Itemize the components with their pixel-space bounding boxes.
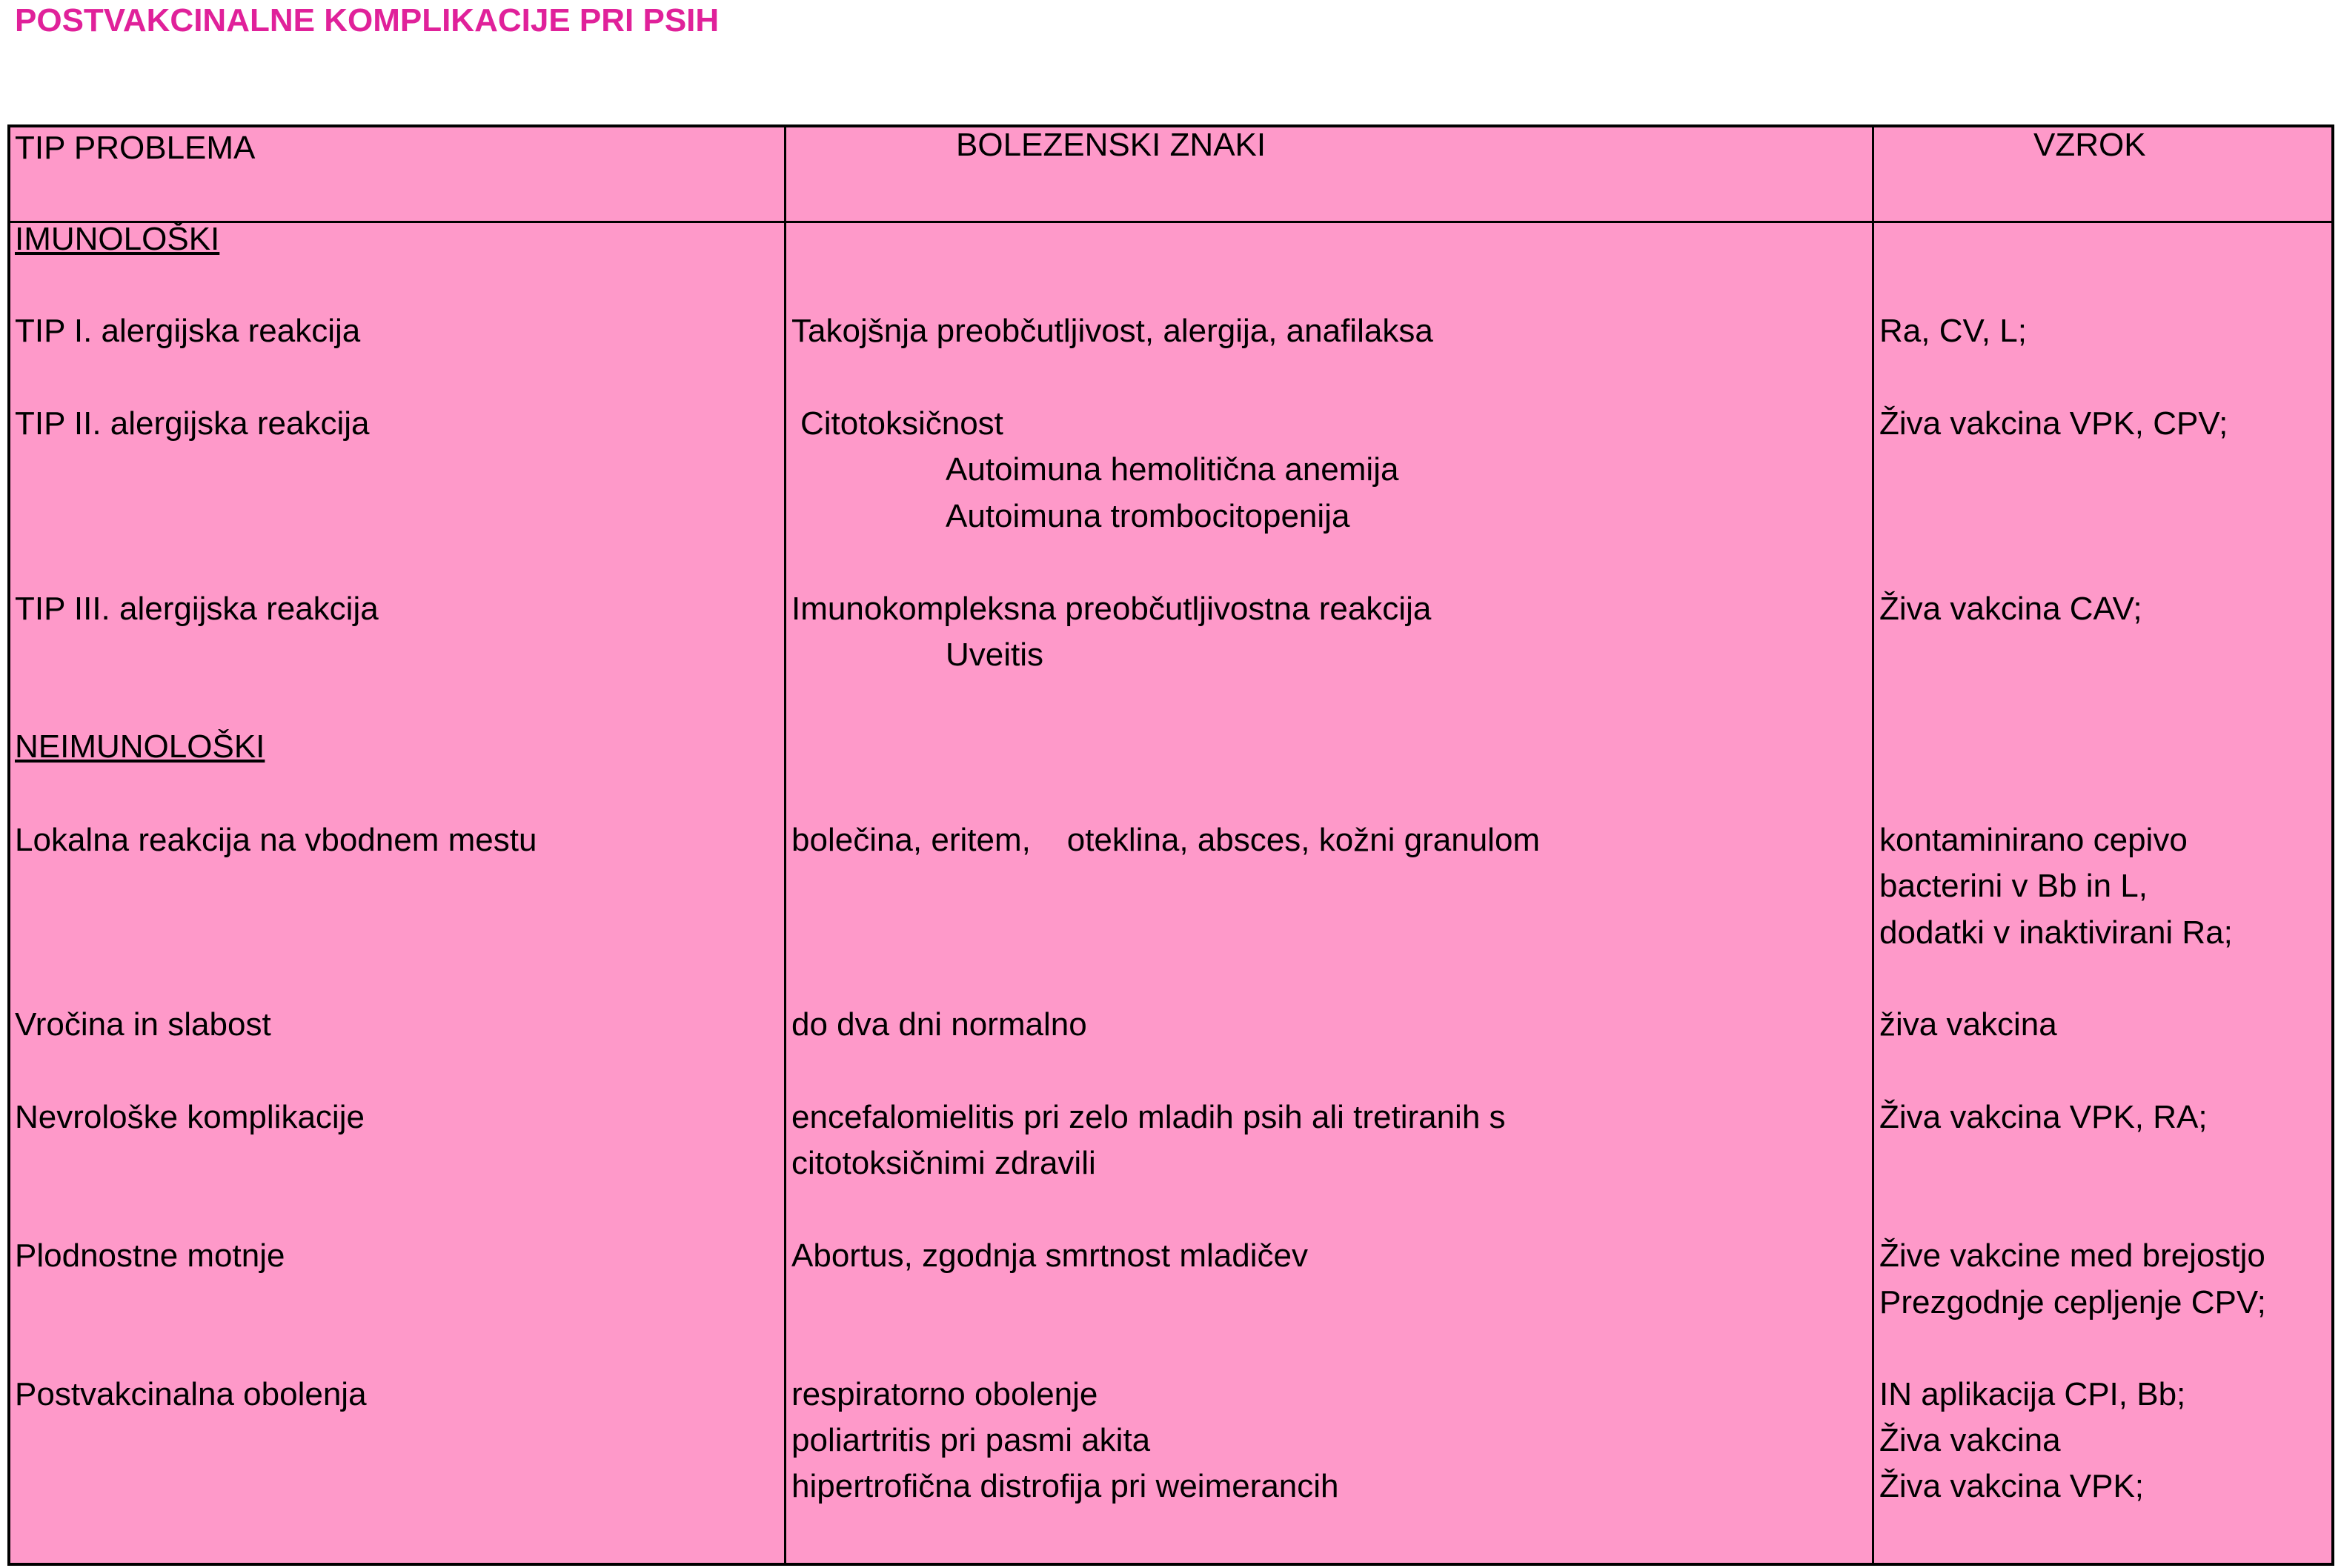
row-6-cause-1: Prezgodnje cepljenje CPV; [1879,1284,2266,1320]
row-6-symptom-0: Abortus, zgodnja smrtnost mladičev [791,1238,1308,1274]
row-0-type: TIP I. alergijska reakcija [15,313,361,349]
row-4-symptom-0: do dva dni normalno [791,1006,1087,1043]
row-2-type: TIP III. alergijska reakcija [15,591,379,627]
row-7-cause-1: Živa vakcina [1879,1422,2061,1458]
row-0-cause-0: Ra, CV, L; [1879,313,2027,349]
row-5-type: Nevrološke komplikacije [15,1099,365,1135]
row-3-type: Lokalna reakcija na vbodnem mestu [15,822,537,858]
row-4-type: Vročina in slabost [15,1006,271,1043]
row-1-cause-0: Živa vakcina VPK, CPV; [1879,405,2228,442]
header-divider [10,221,2331,223]
complications-table [7,124,2334,1566]
row-1-symptom-0: Citotoksičnost [800,405,1003,442]
row-7-symptom-1: poliartritis pri pasmi akita [791,1422,1151,1458]
section-immunological: IMUNOLOŠKI [15,221,220,257]
row-6-cause-0: Žive vakcine med brejostjo [1879,1238,2265,1274]
row-3-cause-1: bacterini v Bb in L, [1879,868,2148,904]
row-3-cause-2: dodatki v inaktivirani Ra; [1879,914,2233,951]
row-5-cause-0: Živa vakcina VPK, RA; [1879,1099,2208,1135]
page-title: POSTVAKCINALNE KOMPLIKACIJE PRI PSIH [15,2,720,39]
row-2-symptom-1: Uveitis [946,637,1044,673]
column-divider-1 [784,127,786,1563]
row-3-cause-0: kontaminirano cepivo [1879,822,2188,858]
section-non-immunological: NEIMUNOLOŠKI [15,728,265,765]
row-5-symptom-0: encefalomielitis pri zelo mladih psih ali tretiranih s [791,1099,1506,1135]
header-problem-type: TIP PROBLEMA [15,130,256,166]
row-2-symptom-0: Imunokompleksna preobčutljivostna reakcija [791,591,1432,627]
row-1-type: TIP II. alergijska reakcija [15,405,370,442]
row-2-cause-0: Živa vakcina CAV; [1879,591,2142,627]
row-0-symptom-0: Takojšnja preobčutljivost, alergija, anafilaksa [791,313,1433,349]
row-4-cause-0: živa vakcina [1879,1006,2057,1043]
row-7-cause-2: Živa vakcina VPK; [1879,1468,2145,1504]
row-7-symptom-0: respiratorno obolenje [791,1376,1098,1412]
header-cause: VZROK [2033,127,2146,163]
row-3-symptom-0: bolečina, eritem, oteklina, absces, kožni granulom [791,822,1541,858]
row-1-symptom-2: Autoimuna trombocitopenija [946,498,1350,534]
row-7-cause-0: IN aplikacija CPI, Bb; [1879,1376,2186,1412]
row-7-symptom-2: hipertrofična distrofija pri weimerancih [791,1468,1339,1504]
header-symptoms: BOLEZENSKI ZNAKI [956,127,1266,163]
row-6-type: Plodnostne motnje [15,1238,285,1274]
row-1-symptom-1: Autoimuna hemolitična anemija [946,451,1399,488]
row-7-type: Postvakcinalna obolenja [15,1376,367,1412]
row-5-symptom-1: citotoksičnimi zdravili [791,1145,1096,1181]
column-divider-2 [1872,127,1874,1563]
